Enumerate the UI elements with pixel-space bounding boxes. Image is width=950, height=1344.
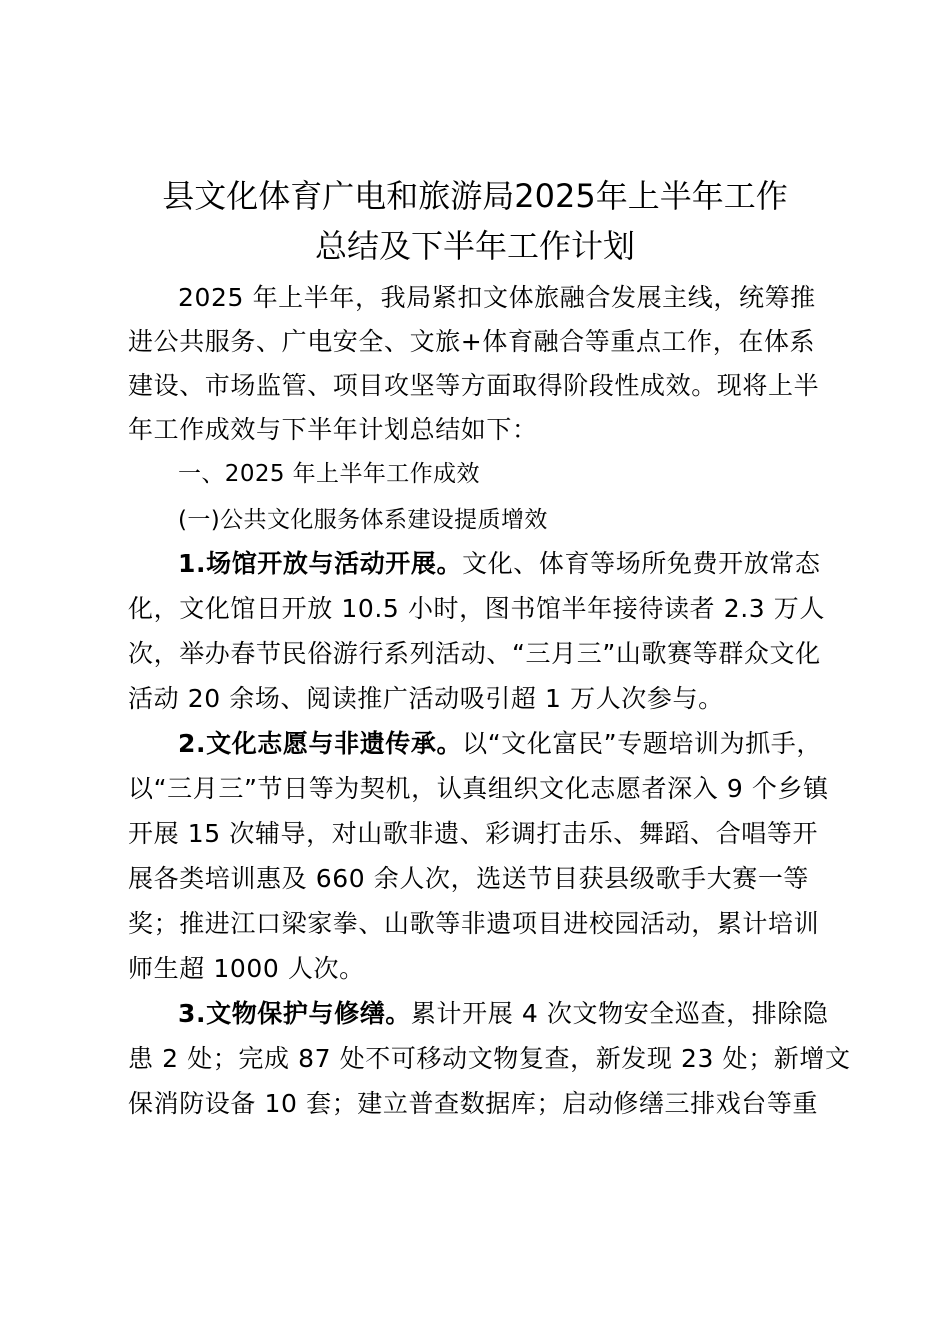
item1-text: 文化、体育等场所免费开放常态: [462, 549, 821, 578]
intro-line: 2025 年上半年，我局紧扣文体旅融合发展主线，统筹推: [178, 283, 816, 312]
section-heading: 一、2025 年上半年工作成效: [178, 461, 480, 487]
item2-first-line: [178, 721, 828, 767]
item1-line: 化，文化馆日开放 10.5 小时，图书馆半年接待读者 2.3 万人: [128, 594, 826, 623]
item3-title: 3.文物保护与修缮。: [178, 999, 411, 1028]
item3-text: 累计开展 4 次文物安全巡查，排除隐: [410, 999, 829, 1028]
item3-line: 患 2 处；完成 87 处不可移动文物复查，新发现 23 处；新增文: [128, 1044, 851, 1073]
item3-line: 保消防设备 10 套；建立普查数据库；启动修缮三排戏台等重: [128, 1089, 819, 1118]
document-title-line-2: 总结及下半年工作计划: [314, 227, 635, 265]
item1-first-line: [178, 541, 828, 587]
subsection-heading: (一)公共文化服务体系建设提质增效: [178, 507, 548, 533]
intro-line: 进公共服务、广电安全、文旅+体育融合等重点工作，在体系: [128, 327, 816, 356]
item2-line: 师生超 1000 人次。: [128, 954, 365, 983]
item2-line: 展各类培训惠及 660 余人次，选送节目获县级歌手大赛一等: [128, 864, 810, 893]
document-title-line-1: 县文化体育广电和旅游局2025年上半年工作: [162, 177, 788, 215]
item1-title: 1.场馆开放与活动开展。: [178, 549, 463, 578]
item2-text: 以“文化富民”专题培训为抓手，: [462, 729, 822, 758]
item2-line: 以“三月三”节日等为契机，认真组织文化志愿者深入 9 个乡镇: [128, 774, 829, 803]
intro-line: 建设、市场监管、项目攻坚等方面取得阶段性成效。现将上半: [128, 371, 820, 400]
item2-title: 2.文化志愿与非遗传承。: [178, 729, 463, 758]
item3-first-line: [178, 991, 828, 1037]
item1-line: 次，举办春节民俗游行系列活动、“三月三”山歌赛等群众文化: [128, 639, 821, 668]
item2-line: 奖；推进江口梁家拳、山歌等非遗项目进校园活动，累计培训: [128, 909, 820, 938]
item1-line: 活动 20 余场、阅读推广活动吸引超 1 万人次参与。: [128, 684, 724, 713]
intro-line: 年工作成效与下半年计划总结如下：: [128, 415, 538, 444]
item2-line: 开展 15 次辅导，对山歌非遗、彩调打击乐、舞蹈、合唱等开: [128, 819, 819, 848]
